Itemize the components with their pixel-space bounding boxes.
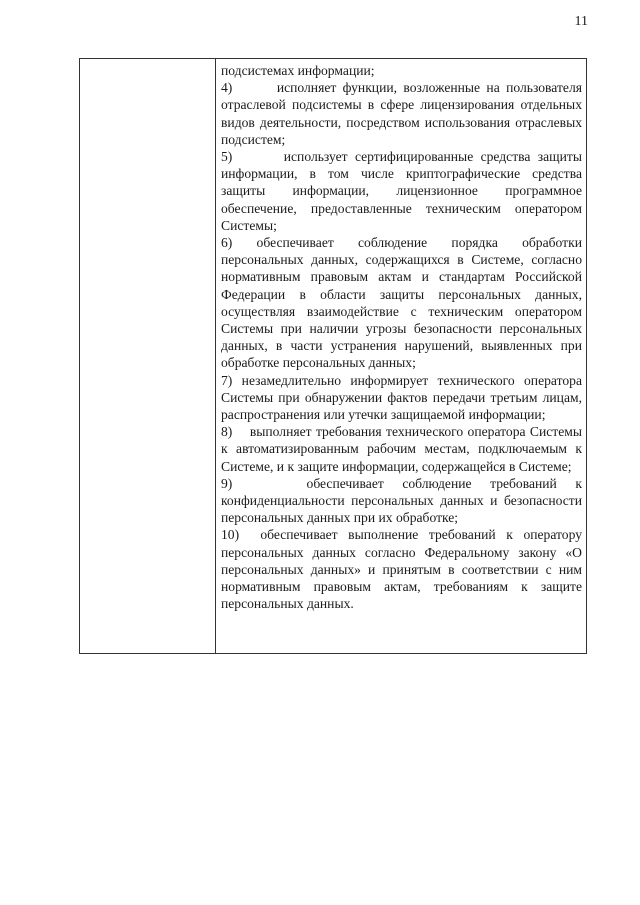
paragraph-item-6: 6) обеспечивает соблюдение порядка обработки персональных данных, содержащихся в Системе, согласно нормативным правовым актам и стандартам Российской Федерации в области защиты персональных данных, осуществляя взаимодействие с техническим оператором Системы при наличии угрозы безопасности персональных данных, в части устранения нарушений, выявленных при обработке персональных данных; (221, 235, 582, 371)
document-table (79, 58, 587, 654)
paragraph-item-4: 4) исполняет функции, возложенные на пользователя отраслевой подсистемы в сфере лицензирования отдельных видов деятельности, посредством использования отраслевых подсистем; (221, 80, 582, 147)
paragraph-item-9: 9) обеспечивает соблюдение требований к конфиденциальности персональных данных и безопасности персональных данных при их обработке; (221, 475, 582, 526)
paragraph-item-7: 7) незамедлительно информирует технического оператора Системы при обнаружении фактов передачи третьим лицам, распространения или утечки защищаемой информации; (221, 372, 582, 423)
paragraph-item-5: 5) использует сертифицированные средства защиты информации, в том числе криптографические средства защиты информации, лицензионное программное обеспечение, предоставленные техническим оператором Системы; (221, 149, 582, 233)
page-number: 11 (574, 14, 588, 29)
paragraph-item-10: 10) обеспечивает выполнение требований к оператору персональных данных согласно Федеральному закону «О персональных данных» и принятым в соответствии с ним нормативным правовым актам, требованиям к защите персональных данных. (221, 527, 582, 612)
table-right-cell (216, 59, 586, 653)
paragraph-item-8: 8) выполняет требования технического оператора Системы к автоматизированным рабочим местам, подключаемым к Системе, и к защите информации, содержащейся в Системе; (221, 424, 582, 474)
table-left-cell (80, 59, 216, 653)
paragraph-continuation: подсистемах информации; (221, 63, 375, 78)
